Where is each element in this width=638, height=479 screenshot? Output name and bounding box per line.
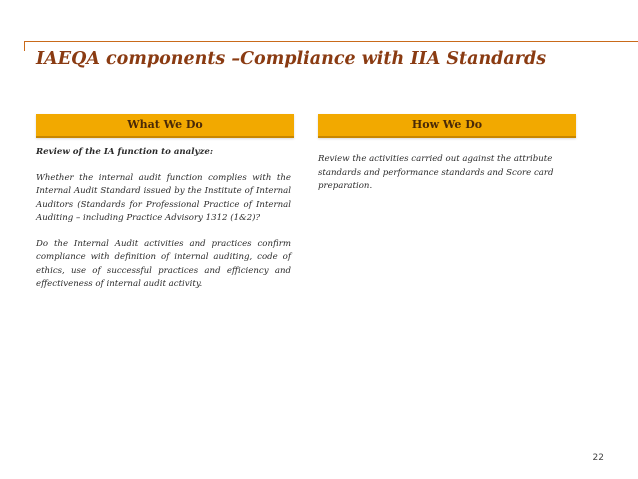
divider-tick: [24, 41, 25, 51]
how-we-do-body: Review the activities carried out against the attribute standards and performance standards and Score card preparation.: [318, 154, 554, 191]
what-we-do-header: What We Do: [36, 114, 294, 138]
what-we-do-content: [36, 146, 291, 304]
how-we-do-content: [318, 153, 578, 206]
how-we-do-header: How We Do: [318, 114, 576, 138]
what-we-do-paragraph-1: Whether the internal audit function complies with the Internal Audit Standard issued by the Institute of Internal Auditors (Standards for Professional Practice of Internal Auditing – including Practice Advisory 1312 (1&2)?: [36, 172, 291, 223]
page-title: IAEQA components –Compliance with IIA Standards: [36, 49, 547, 69]
what-we-do-paragraph-2: Do the Internal Audit activities and practices confirm compliance with definition of internal auditing, code of ethics, use of successful practices and efficiency and effectiveness of internal audit activity.: [36, 238, 291, 289]
what-we-do-heading: Review of the IA function to analyze:: [36, 147, 213, 157]
page-number: 22: [592, 453, 604, 463]
top-divider: [24, 41, 638, 42]
